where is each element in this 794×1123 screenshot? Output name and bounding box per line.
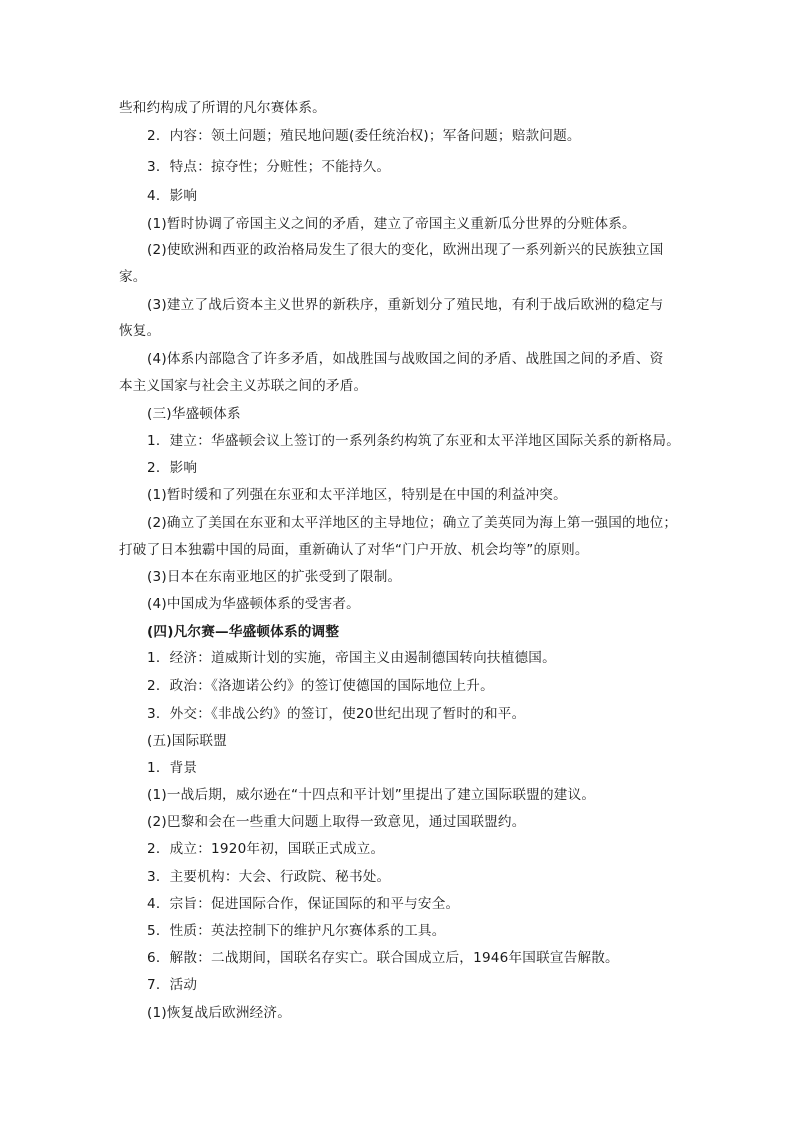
text-line: (3)日本在东南亚地区的扩张受到了限制。 <box>147 569 402 585</box>
text-line: 6．解散：二战期间，国联名存实亡。联合国成立后，1946年国联宣告解散。 <box>147 950 619 966</box>
text-line: 恢复。 <box>119 323 161 339</box>
text-line: 4．宗旨：促进国际合作，保证国际的和平与安全。 <box>147 896 460 912</box>
section-heading: (三)华盛顿体系 <box>147 406 241 422</box>
text-line: (2)巴黎和会在一些重大问题上取得一致意见，通过国联盟约。 <box>147 814 526 830</box>
text-line: (1)暂时缓和了列强在东亚和太平洋地区，特别是在中国的利益冲突。 <box>147 487 567 503</box>
text-line: 些和约构成了所谓的凡尔赛体系。 <box>119 100 326 116</box>
text-line: 4．影响 <box>147 188 198 204</box>
text-line: (4)体系内部隐含了许多矛盾，如战胜国与战败国之间的矛盾、战胜国之间的矛盾、资 <box>147 351 664 367</box>
text-line: (1)暂时协调了帝国主义之间的矛盾，建立了帝国主义重新瓜分世界的分赃体系。 <box>147 216 636 232</box>
text-line: 家。 <box>119 269 147 285</box>
section-heading: (五)国际联盟 <box>147 733 227 749</box>
text-line: (2)确立了美国在东亚和太平洋地区的主导地位；确立了美英同为海上第一强国的地位； <box>147 515 678 531</box>
text-line: 1．背景 <box>147 760 198 776</box>
text-line: 2．影响 <box>147 460 198 476</box>
text-line: (1)一战后期，威尔逊在“十四点和平计划”里提出了建立国际联盟的建议。 <box>147 787 596 803</box>
text-line: (1)恢复战后欧洲经济。 <box>147 1005 291 1021</box>
text-line: 7．活动 <box>147 977 198 993</box>
text-line: 1．建立：华盛顿会议上签订的一系列条约构筑了东亚和太平洋地区国际关系的新格局。 <box>147 433 681 449</box>
text-line: 3．特点：掠夺性；分赃性；不能持久。 <box>147 159 391 175</box>
text-line: 2．内容：领土问题；殖民地问题(委任统治权)；军备问题；赔款问题。 <box>147 128 581 144</box>
text-line: (4)中国成为华盛顿体系的受害者。 <box>147 596 360 612</box>
text-line: 5．性质：英法控制下的维护凡尔赛体系的工具。 <box>147 923 446 939</box>
text-line: 1．经济：道威斯计划的实施，帝国主义由遏制德国转向扶植德国。 <box>147 650 556 666</box>
text-line: 3．主要机构：大会、行政院、秘书处。 <box>147 869 391 885</box>
text-line: 3．外交：《非战公约》的签订，使20世纪出现了暂时的和平。 <box>147 706 526 722</box>
section-heading: (四)凡尔赛—华盛顿体系的调整 <box>147 624 340 640</box>
text-line: 2．政治：《洛迦诺公约》的签订使德国的国际地位上升。 <box>147 678 494 694</box>
text-line: 2．成立：1920年初，国联正式成立。 <box>147 841 385 857</box>
text-line: 本主义国家与社会主义苏联之间的矛盾。 <box>119 378 368 394</box>
text-line: (2)使欧洲和西亚的政治格局发生了很大的变化，欧洲出现了一系列新兴的民族独立国 <box>147 242 664 258</box>
text-line: (3)建立了战后资本主义世界的新秩序，重新划分了殖民地，有利于战后欧洲的稳定与 <box>147 297 664 313</box>
text-line: 打破了日本独霸中国的局面，重新确认了对华“门户开放、机会均等”的原则。 <box>119 542 589 558</box>
